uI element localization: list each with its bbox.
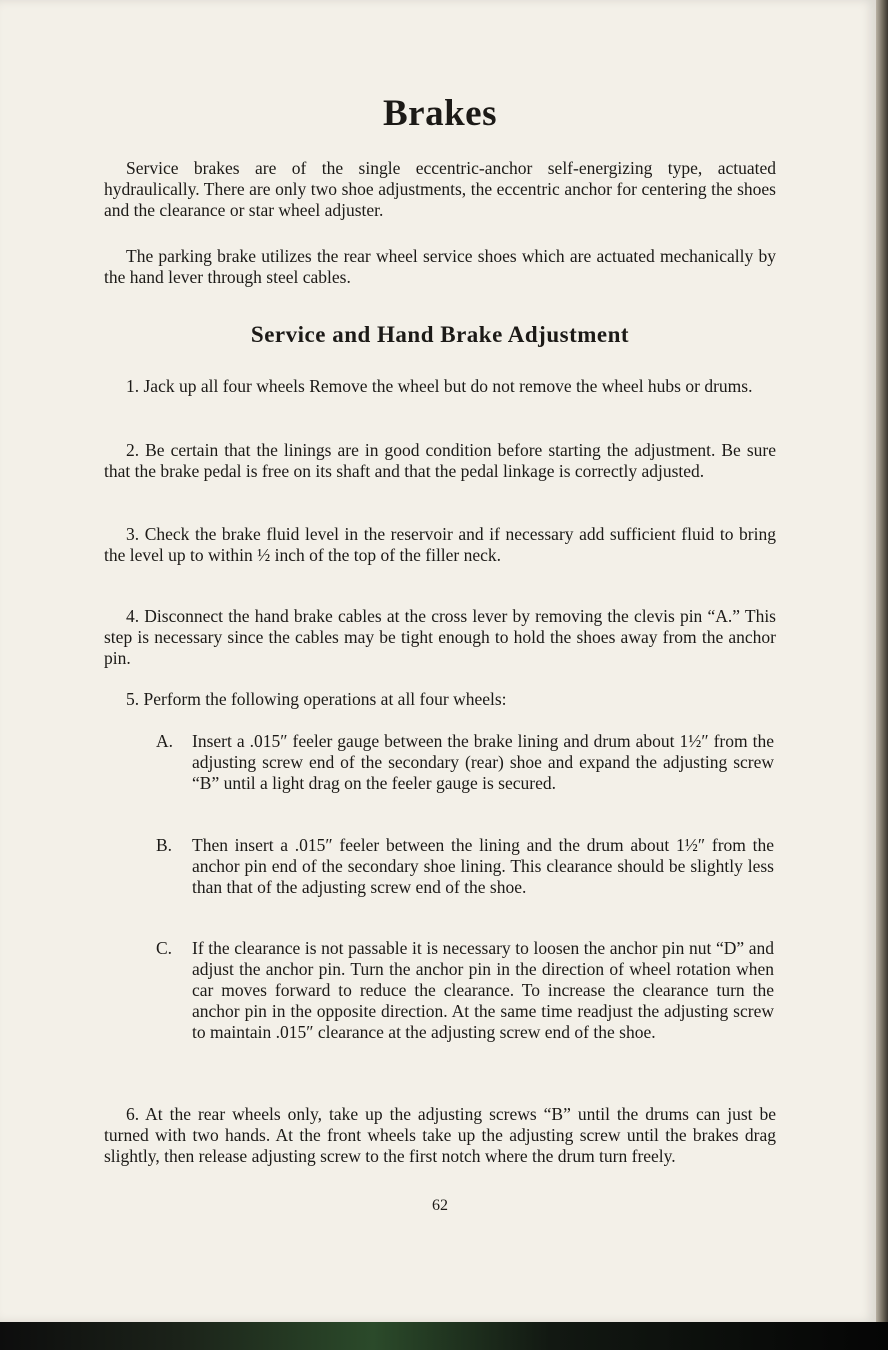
section-title: Service and Hand Brake Adjustment — [250, 322, 630, 347]
intro-paragraph-1: Service brakes are of the single eccentric-anchor self-energizing type, actuated hydraulically. There are only two shoe adjustments, the eccentric anchor for centering the shoes and the clearance or star wheel adjuster. — [104, 158, 776, 220]
substep-a — [156, 731, 774, 794]
substep-letter: A. — [156, 731, 174, 751]
scan-bottom-strip — [0, 1322, 888, 1350]
step-1: 1. Jack up all four wheels Remove the wheel but do not remove the wheel hubs or drums. — [126, 376, 753, 396]
page-number: 62 — [432, 1197, 448, 1214]
substep-text: Then insert a .015″ feeler between the lining and the drum about 1½″ from the anchor pin end of the secondary shoe lining. This clearance should be slightly less than that of the adjusting screw end of the shoe. — [192, 835, 774, 897]
step-3: 3. Check the brake fluid level in the reservoir and if necessary add sufficient fluid to bring the level up to within ½ inch of the top of the filler neck. — [104, 524, 776, 565]
substep-text: If the clearance is not passable it is necessary to loosen the anchor pin nut “D” and adjust the anchor pin. Turn the anchor pin in the direction of wheel rotation when car moves forward to reduce the clearance. To increase the clearance turn the anchor pin in the opposite direction. At the same time readjust the adjusting screw to maintain .015″ clearance at the adjusting screw end of the shoe. — [192, 938, 774, 1042]
intro-paragraph-2: The parking brake utilizes the rear wheel service shoes which are actuated mechanically by the hand lever through steel cables. — [104, 246, 776, 287]
step-4: 4. Disconnect the hand brake cables at the cross lever by removing the clevis pin “A.” This step is necessary since the cables may be tight enough to hold the shoes away from the anchor pin. — [104, 606, 776, 668]
substep-text: Insert a .015″ feeler gauge between the brake lining and drum about 1½″ from the adjusting screw end of the secondary (rear) shoe and expand the adjusting screw “B” until a light drag on the feeler gauge is secured. — [192, 731, 774, 793]
step-6: 6. At the rear wheels only, take up the adjusting screws “B” until the drums can just be turned with two hands. At the front wheels take up the adjusting screw until the brakes drag slightly, then release adjusting screw to the first notch where the drum turn freely. — [104, 1104, 776, 1166]
substep-letter: C. — [156, 938, 173, 958]
substep-c — [156, 938, 774, 1043]
substep-b — [156, 835, 774, 898]
page-edge — [876, 0, 888, 1322]
substep-letter: B. — [156, 835, 173, 855]
step-2: 2. Be certain that the linings are in good condition before starting the adjustment. Be sure that the brake pedal is free on its shaft and that the pedal linkage is correctly adjusted. — [104, 440, 776, 481]
page-title: Brakes — [383, 93, 497, 134]
step-5: 5. Perform the following operations at all four wheels: — [126, 689, 507, 709]
